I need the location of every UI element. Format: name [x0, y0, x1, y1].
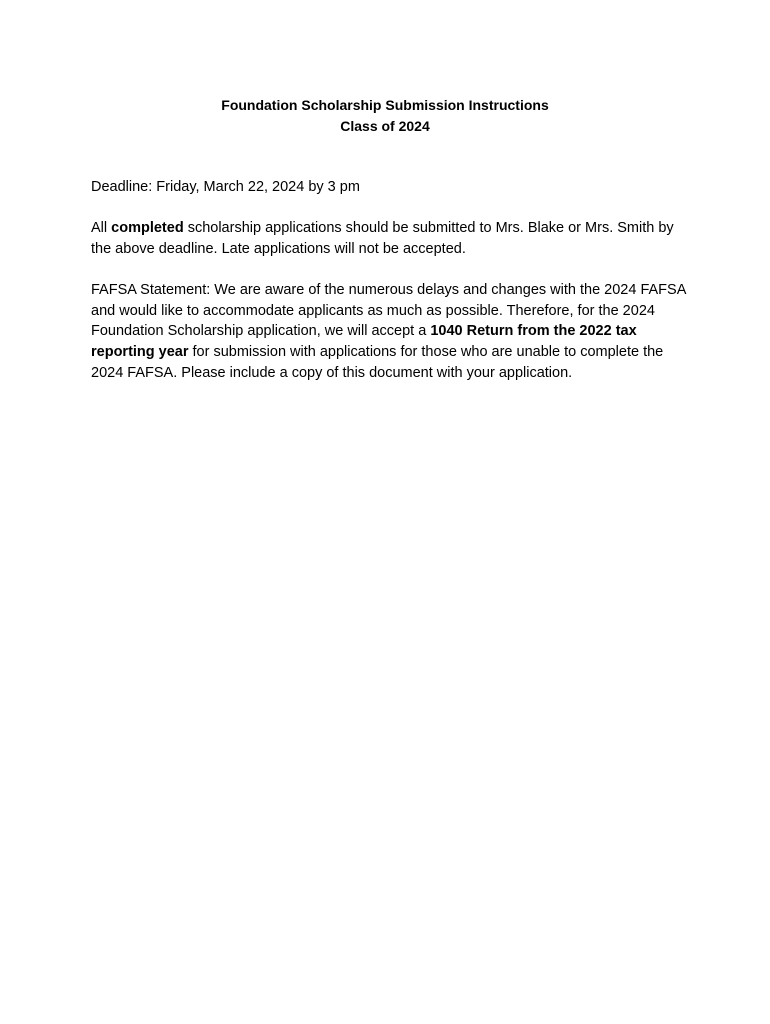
fafsa-text-end: for submission with applications for those who are unable to complete the 2024 FAFSA. Please include a copy of this document with your application. [91, 344, 664, 381]
document-header [0, 95, 770, 137]
submission-prefix: All [91, 220, 112, 236]
deadline-text: Deadline: Friday, March 22, 2024 by 3 pm [91, 179, 360, 195]
fafsa-paragraph [91, 280, 691, 384]
submission-paragraph [91, 218, 691, 259]
submission-rest: scholarship applications should be submitted to Mrs. Blake or Mrs. Smith by the above deadline. Late applications will not be accepted. [91, 220, 674, 257]
submission-bold: completed [111, 220, 184, 236]
document-subtitle: Class of 2024 [340, 118, 430, 134]
fafsa-text-start: FAFSA Statement: We are aware of the numerous delays and changes with the 2024 FAFSA and would like to accommodate applicants as much as possible. Therefore, for the 2024 Foundation Scholarship application, we will accept a [91, 282, 686, 340]
document-title: Foundation Scholarship Submission Instructions [221, 97, 549, 113]
fafsa-bold: 1040 Return from the 2022 tax reporting year [91, 323, 637, 361]
